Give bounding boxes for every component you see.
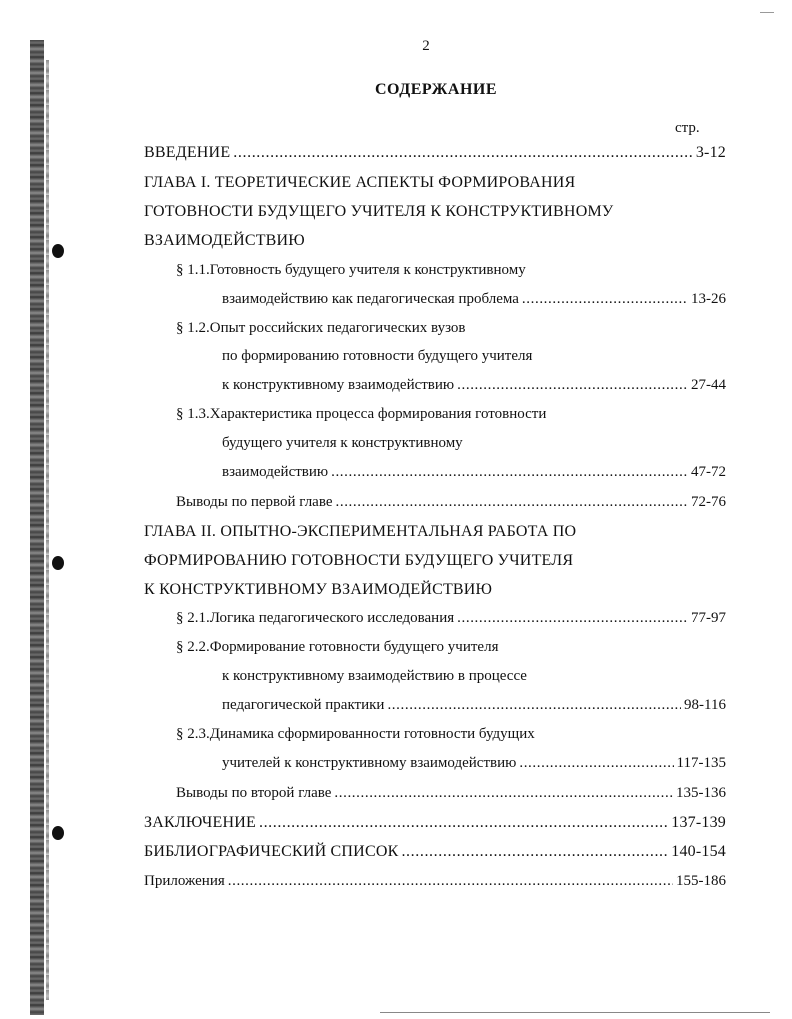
page-title: СОДЕРЖАНИЕ bbox=[374, 81, 498, 98]
section-2-2-line-1[interactable] bbox=[176, 639, 498, 656]
section-title: Динамика сформированности готовности будущих bbox=[209, 726, 535, 742]
pages-column-header: стр. bbox=[675, 120, 700, 136]
toc-entry-title: Выводы по второй главе bbox=[176, 785, 332, 801]
toc-entry-title: ЗАКЛЮЧЕНИЕ bbox=[144, 814, 256, 831]
chapter-1-heading-line-2[interactable]: ГОТОВНОСТИ БУДУЩЕГО УЧИТЕЛЯ К КОНСТРУКТИВНОМУ bbox=[144, 203, 614, 220]
chapter-2-heading-line-1[interactable]: ГЛАВА II. ОПЫТНО-ЭКСПЕРИМЕНТАЛЬНАЯ РАБОТА ПО bbox=[144, 523, 577, 540]
punch-hole-mark bbox=[52, 556, 64, 570]
section-title: Готовность будущего учителя к конструктивному bbox=[209, 262, 526, 278]
toc-entry-pages: 98-116 bbox=[684, 697, 726, 713]
toc-entry-pages: 77-97 bbox=[691, 610, 726, 626]
dot-leader bbox=[334, 785, 673, 802]
dot-leader bbox=[519, 755, 673, 772]
section-2-3-line-2[interactable] bbox=[222, 755, 726, 772]
toc-entry-pages: 135-136 bbox=[676, 785, 726, 801]
toc-entry-pages: 137-139 bbox=[671, 814, 726, 831]
section-1-1-line-1[interactable] bbox=[176, 262, 526, 279]
dot-leader bbox=[457, 610, 688, 627]
section-1-2-line-1[interactable] bbox=[176, 320, 465, 337]
toc-entry-bibliography[interactable] bbox=[144, 843, 726, 861]
scan-bottom-line bbox=[380, 1012, 770, 1013]
section-title-continued: к конструктивному взаимодействию bbox=[222, 377, 455, 393]
section-title-continued: взаимодействию bbox=[222, 464, 329, 480]
section-number: § 1.3. bbox=[176, 406, 210, 422]
toc-entry-title: ВВЕДЕНИЕ bbox=[144, 144, 231, 161]
section-title-continued: по формированию готовности будущего учителя bbox=[222, 348, 533, 364]
chapter-2-heading-line-2[interactable]: ФОРМИРОВАНИЮ ГОТОВНОСТИ БУДУЩЕГО УЧИТЕЛЯ bbox=[144, 552, 574, 569]
section-title-continued: будущего учителя к конструктивному bbox=[222, 435, 463, 451]
dot-leader bbox=[387, 697, 681, 714]
toc-entry-pages: 27-44 bbox=[691, 377, 726, 393]
section-title: Характеристика процесса формирования готовности bbox=[209, 406, 547, 422]
section-title-continued: педагогической практики bbox=[222, 697, 385, 713]
toc-entry-pages: 72-76 bbox=[691, 494, 726, 510]
dot-leader bbox=[259, 814, 668, 832]
toc-entry-chapter-2-conclusions[interactable] bbox=[176, 785, 726, 802]
section-title-continued: к конструктивному взаимодействию в процессе bbox=[222, 668, 527, 684]
toc-entry-title: Выводы по первой главе bbox=[176, 494, 333, 510]
section-2-1-line-1[interactable] bbox=[176, 610, 726, 627]
chapter-2-heading-line-3[interactable]: К КОНСТРУКТИВНОМУ ВЗАИМОДЕЙСТВИЮ bbox=[144, 581, 493, 598]
section-title: Опыт российских педагогических вузов bbox=[209, 320, 466, 336]
section-title: Формирование готовности будущего учителя bbox=[209, 639, 499, 655]
toc-entry-appendices[interactable] bbox=[144, 873, 726, 890]
chapter-1-heading-line-3[interactable]: ВЗАИМОДЕЙСТВИЮ bbox=[144, 232, 305, 249]
section-title-continued: взаимодействию как педагогическая проблема bbox=[222, 291, 519, 307]
toc-entry-title: БИБЛИОГРАФИЧЕСКИЙ СПИСОК bbox=[144, 843, 399, 860]
toc-entry-pages: 47-72 bbox=[691, 464, 726, 480]
section-title-continued: учителей к конструктивному взаимодействию bbox=[222, 755, 517, 771]
dot-leader bbox=[336, 494, 689, 511]
toc-entry-pages: 13-26 bbox=[691, 291, 726, 307]
section-number: § 1.2. bbox=[176, 320, 210, 336]
toc-entry-title: Приложения bbox=[144, 873, 225, 889]
section-2-2-line-2[interactable] bbox=[222, 668, 527, 685]
dot-leader bbox=[331, 464, 688, 481]
scan-edge-shadow bbox=[30, 40, 44, 1015]
dot-leader bbox=[457, 377, 688, 394]
section-1-3-line-1[interactable] bbox=[176, 406, 546, 423]
section-number: § 2.2. bbox=[176, 639, 210, 655]
dot-leader bbox=[228, 873, 673, 890]
section-1-3-line-3[interactable] bbox=[222, 464, 726, 481]
section-number: § 1.1. bbox=[176, 262, 210, 278]
toc-entry-pages: 117-135 bbox=[676, 755, 726, 771]
toc-entry-pages: 155-186 bbox=[676, 873, 726, 889]
toc-entry-pages: 3-12 bbox=[695, 144, 726, 161]
dot-leader bbox=[233, 144, 693, 162]
toc-entry-chapter-1-conclusions[interactable] bbox=[176, 494, 726, 511]
section-2-3-line-1[interactable] bbox=[176, 726, 535, 743]
section-1-3-line-2[interactable] bbox=[222, 435, 463, 452]
punch-hole-mark bbox=[52, 826, 64, 840]
section-number: § 2.1. bbox=[176, 610, 210, 626]
toc-entry-intro[interactable] bbox=[144, 144, 726, 162]
page-number: 2 bbox=[422, 38, 430, 54]
dot-leader bbox=[522, 291, 688, 308]
section-number: § 2.3. bbox=[176, 726, 210, 742]
section-title: Логика педагогического исследования bbox=[209, 610, 455, 626]
toc-entry-pages: 140-154 bbox=[671, 843, 726, 860]
section-2-2-line-3[interactable] bbox=[222, 697, 726, 714]
section-1-1-line-2[interactable] bbox=[222, 291, 726, 308]
punch-hole-mark bbox=[52, 244, 64, 258]
dot-leader bbox=[401, 843, 668, 861]
toc-entry-conclusion[interactable] bbox=[144, 814, 726, 832]
scan-corner-mark bbox=[760, 12, 774, 13]
section-1-2-line-2[interactable] bbox=[222, 348, 532, 365]
section-1-2-line-3[interactable] bbox=[222, 377, 726, 394]
scan-edge-shadow-thin bbox=[46, 60, 49, 1000]
chapter-1-heading-line-1[interactable]: ГЛАВА I. ТЕОРЕТИЧЕСКИЕ АСПЕКТЫ ФОРМИРОВАНИЯ bbox=[144, 174, 576, 191]
